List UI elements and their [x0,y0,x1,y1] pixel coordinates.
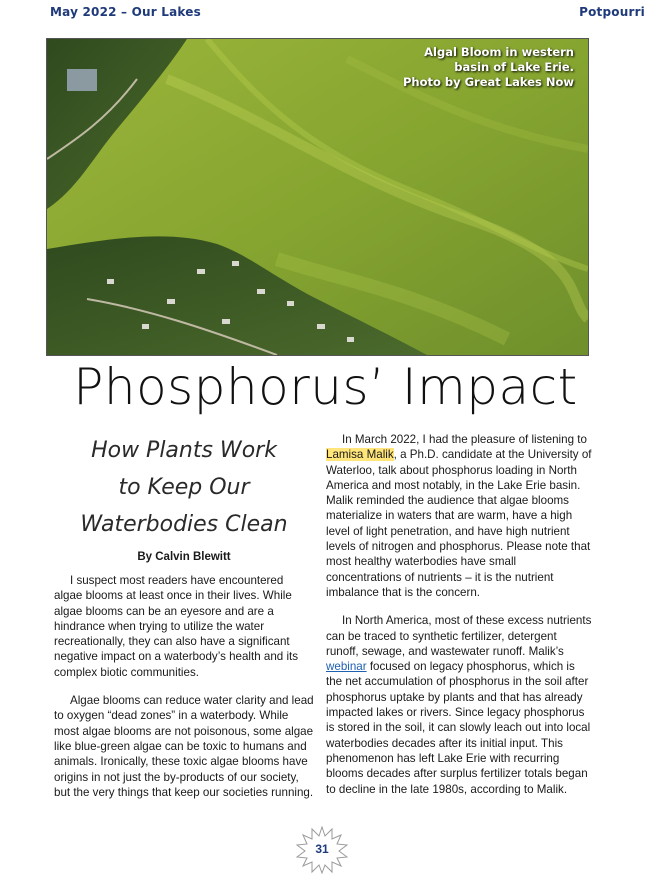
header-issue: May 2022 – Our Lakes [50,5,201,19]
paragraph-1: I suspect most readers have encountered algae blooms at least once in their lives. While algae blooms can be an eyesore and are a hindrance when trying to utilize the water recreationally, they can also have a significant negative impact on a waterbody’s health and its complex biotic communities. [54,574,299,679]
paragraph-4 [326,613,592,797]
page-number: 31 [315,842,329,856]
byline: By Calvin Blewitt [137,551,231,563]
paragraph-3 [326,432,592,600]
subtitle-line-2: to Keep Our [118,475,250,500]
header-section: Potpourri [579,5,645,19]
caption-line-1: Algal Bloom in western [424,45,574,59]
webinar-link[interactable]: webinar [326,660,367,674]
left-column [54,432,314,813]
right-column [326,432,592,810]
subtitle-line-3: Waterbodies Clean [80,512,288,537]
algal-bloom-photo [46,38,589,356]
paragraph-2: Algae blooms can reduce water clarity and lead to oxygen “dead zones” in a waterbody. While most algae blooms are not poisonous, some algae like blue-green algae can be toxic to humans and animals. Ironically, these toxic algae blooms have origins in not just the by-products of our society, but the very things that keep our societies running. [54,694,314,799]
highlighted-name: Lamisa Malik [326,448,394,462]
article-title: Phosphorus’ Impact [73,358,578,416]
photo-caption [403,45,574,90]
article-subtitle [54,432,314,543]
paragraph-4-intro: In North America, most of these excess nutrients can be traced to synthetic fertilizer, detergent runoff, sewage, and wastewater runoff. Malik’s [326,614,592,658]
paragraph-4-rest: focused on legacy phosphorus, which is the net accumulation of phosphorus in the soil after phosphorus uptake by plants and that has already impacted lakes or rivers. Since legacy phosphorus is stored in the soil, it can slowly leach out into local waterbodies decades after its initial input. This phenomenon has left Lake Erie with recurring blooms decades after surplus fertilizer totals began to decline in the late 1980s, according to Malik. [326,660,591,796]
paragraph-3-rest: , a Ph.D. candidate at the University of Waterloo, talk about phosphorus loading in North America and most notably, in the Lake Erie basin. Malik reminded the audience that algae blooms materialize in waters that are warm, have a high level of light penetration, and have high nutrient levels of nitrogen and phosphorus. Please note that most healthy waterbodies have small concentrations of nutrients – it is the nutrient imbalance that is the concern. [326,448,592,599]
page-number-badge [296,826,348,874]
paragraph-3-intro: In March 2022, I had the pleasure of listening to [342,433,587,446]
caption-line-3: Photo by Great Lakes Now [402,75,574,89]
caption-line-2: basin of Lake Erie. [454,60,574,74]
subtitle-line-1: How Plants Work [91,438,277,463]
